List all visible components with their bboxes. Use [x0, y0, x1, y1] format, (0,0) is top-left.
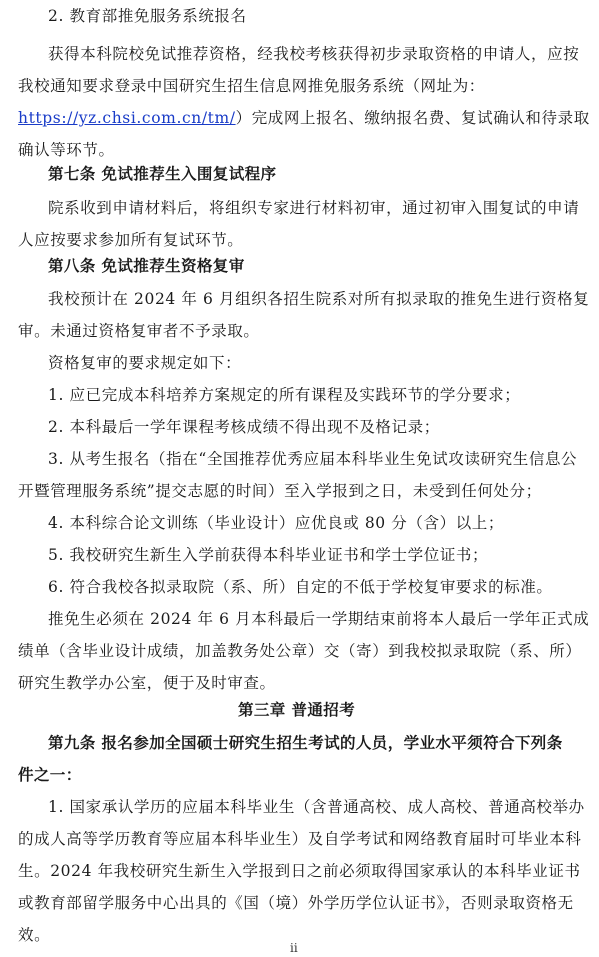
- article8-para3-line2: 绩单（含毕业设计成绩，加盖教务处公章）交（寄）到我校拟录取院（系、所）: [18, 642, 582, 660]
- chsi-link[interactable]: https://yz.chsi.com.cn/tm/: [18, 109, 236, 127]
- condition-1-line5: 效。: [18, 926, 51, 944]
- condition-1-line1: 1. 国家承认学历的应届本科毕业生（含普通高校、成人高校、普通高校举办: [48, 798, 585, 816]
- requirement-4: 4. 本科综合论文训练（毕业设计）应优良或 80 分（含）以上；: [48, 514, 504, 532]
- condition-1-line3: 生。2024 年我校研究生新生入学报到日之前必须取得国家承认的本科毕业证书: [18, 862, 581, 880]
- article9-title-line2: 件之一：: [18, 765, 82, 784]
- item2-para-line1: 获得本科院校免试推荐资格，经我校考核获得初步录取资格的申请人，应按: [48, 45, 580, 63]
- requirement-5: 5. 我校研究生新生入学前获得本科毕业证书和学士学位证书；: [48, 546, 489, 564]
- item2-para-line2: 我校通知要求登录中国研究生招生信息网推免服务系统（网址为：: [18, 77, 485, 95]
- requirement-3-line2: 开暨管理服务系统”提交志愿的时间）至入学报到之日，未受到任何处分；: [18, 482, 542, 500]
- requirement-2: 2. 本科最后一学年课程考核成绩不得出现不及格记录；: [48, 418, 440, 436]
- article7-title: 第七条 免试推荐生入围复试程序: [48, 164, 277, 183]
- item2-para-line4: 确认等环节。: [18, 141, 115, 159]
- item2-para-line3: [18, 108, 590, 128]
- article9-title-line1: 第九条 报名参加全国硕士研究生招生考试的人员，学业水平须符合下列条: [48, 733, 563, 752]
- requirement-3-line1: 3. 从考生报名（指在“全国推荐优秀应届本科毕业生免试攻读研究生信息公: [48, 450, 578, 468]
- article8-para3-line1: 推免生必须在 2024 年 6 月本科最后一学期结束前将本人最后一学年正式成: [48, 610, 590, 628]
- article8-para1-line2: 审。未通过资格复审者不予录取。: [18, 322, 260, 340]
- article7-line2: 人应按要求参加所有复试环节。: [18, 231, 244, 249]
- article8-para2: 资格复审的要求规定如下：: [48, 354, 242, 372]
- article8-para3-line3: 研究生教学办公室，便于及时审查。: [18, 674, 276, 692]
- item2-heading: 2. 教育部推免服务系统报名: [48, 7, 247, 25]
- item2-para-line3-rest: ）完成网上报名、缴纳报名费、复试确认和待录取: [235, 109, 590, 127]
- chapter3-title: 第三章 普通招考: [238, 700, 356, 719]
- article8-para1-line1: 我校预计在 2024 年 6 月组织各招生院系对所有拟录取的推免生进行资格复: [48, 290, 590, 308]
- page-number: ii: [290, 941, 298, 955]
- article8-title: 第八条 免试推荐生资格复审: [48, 256, 245, 275]
- requirement-1: 1. 应已完成本科培养方案规定的所有课程及实践环节的学分要求；: [48, 386, 521, 404]
- condition-1-line2: 的成人高等学历教育等应届本科毕业生）及自学考试和网络教育届时可毕业本科: [18, 830, 582, 848]
- article7-line1: 院系收到申请材料后，将组织专家进行材料初审，通过初审入围复试的申请: [48, 199, 580, 217]
- condition-1-line4: 或教育部留学服务中心出具的《国（境）外学历学位认证书》，否则录取资格无: [18, 894, 574, 912]
- requirement-6: 6. 符合我校各拟录取院（系、所）自定的不低于学校复审要求的标准。: [48, 578, 553, 596]
